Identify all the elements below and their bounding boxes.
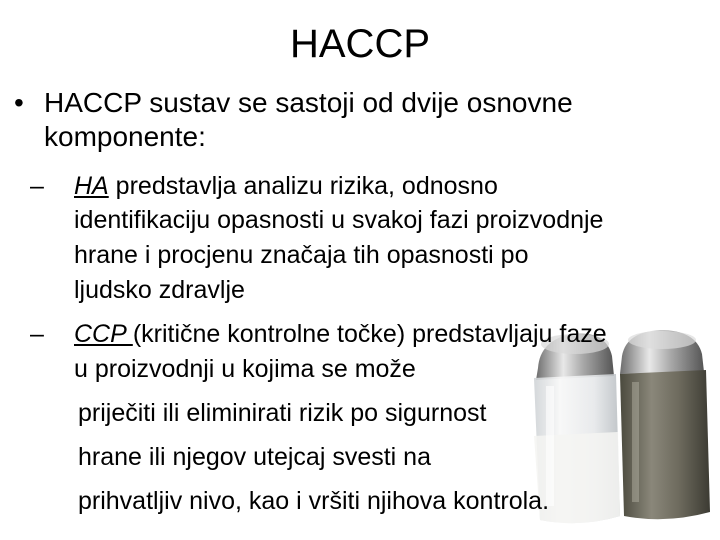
- sub-item-2-line-5: prihvatljiv nivo, kao i vršiti njihova kontrola.: [78, 487, 550, 515]
- sub-item-1-text-1: predstavlja analizu rizika, odnosno: [108, 172, 498, 200]
- sub-item-1-line-4: ljudsko zdravlje: [74, 276, 245, 304]
- sub-item-2-line-1: [74, 318, 607, 350]
- sub-item-2-line-2: u proizvodnji u kojima se može: [74, 355, 416, 383]
- sub-item-1-line-2: identifikaciju opasnosti u svakoj fazi proizvodnje: [74, 206, 604, 234]
- bullet-line-2: komponente:: [44, 121, 206, 152]
- pepper-shaker: [620, 330, 710, 519]
- bullet-dot: •: [14, 87, 24, 118]
- slide-title: HACCP: [289, 22, 431, 66]
- ccp-term: CCP: [74, 320, 133, 348]
- sub-item-1-line-3: hrane i procjenu značaja tih opasnosti po: [74, 241, 529, 269]
- sub-item-2-text-1: (kritične kontrolne točke) predstavljaju faze: [132, 320, 607, 348]
- sub-item-1-line-1: [74, 170, 498, 202]
- main-bullet-text: [44, 86, 704, 154]
- sub-item-2-line-3: priječiti ili eliminirati rizik po sigurnost: [78, 399, 487, 427]
- sub-item-1-dash: –: [30, 172, 44, 200]
- sub-item-2-dash: –: [30, 320, 44, 348]
- bullet-line-1: HACCP sustav se sastoji od dvije osnovne: [44, 87, 573, 118]
- sub-item-2-line-4: hrane ili njegov utejcaj svesti na: [78, 443, 431, 471]
- ha-term: HA: [74, 172, 109, 200]
